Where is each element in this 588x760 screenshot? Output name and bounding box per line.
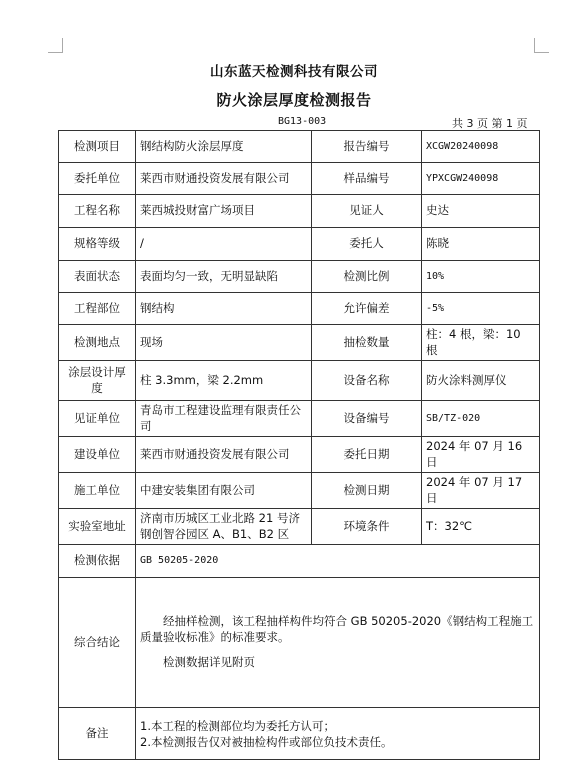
value-test-location: 现场 [136, 325, 312, 361]
table-row [59, 509, 540, 545]
value-test-date: 2024 年 07 月 17 日 [422, 473, 540, 509]
label-test-date: 检测日期 [312, 473, 422, 509]
table-row [59, 578, 540, 708]
value-surface-state: 表面均匀一致，无明显缺陷 [136, 261, 312, 293]
table-row [59, 361, 540, 401]
label-test-location: 检测地点 [59, 325, 136, 361]
corner-mark-right [534, 38, 549, 53]
table-row [59, 437, 540, 473]
value-project-part: 钢结构 [136, 293, 312, 325]
label-project-name: 工程名称 [59, 195, 136, 228]
page-info: 共 3 页 第 1 页 [452, 117, 528, 130]
value-witness: 史达 [422, 195, 540, 228]
table-row [59, 325, 540, 361]
label-construction-owner: 建设单位 [59, 437, 136, 473]
label-test-item: 检测项目 [59, 131, 136, 163]
label-environment: 环境条件 [312, 509, 422, 545]
table-row [59, 195, 540, 228]
corner-mark-left [48, 38, 63, 53]
label-test-ratio: 检测比例 [312, 261, 422, 293]
value-project-name: 莱西城投财富广场项目 [136, 195, 312, 228]
value-witness-unit: 青岛市工程建设监理有限责任公司 [136, 401, 312, 437]
value-tolerance: -5% [422, 293, 540, 325]
table-row [59, 228, 540, 261]
value-equipment-name: 防火涂料测厚仪 [422, 361, 540, 401]
value-test-basis: GB 50205-2020 [136, 545, 540, 578]
conclusion-note: 检测数据详见附页 [163, 655, 255, 670]
label-conclusion: 综合结论 [59, 578, 136, 708]
value-sample-count: 柱：4 根，梁：10 根 [422, 325, 540, 361]
label-sample-no: 样品编号 [312, 163, 422, 195]
label-sample-count: 抽检数量 [312, 325, 422, 361]
remark-2: 2.本检测报告仅对被抽检构件或部位负技术责任。 [140, 734, 393, 749]
report-table [58, 130, 540, 760]
value-environment: T：32℃ [422, 509, 540, 545]
label-project-part: 工程部位 [59, 293, 136, 325]
value-sample-no: YPXCGW240098 [422, 163, 540, 195]
label-spec-grade: 规格等级 [59, 228, 136, 261]
label-equipment-name: 设备名称 [312, 361, 422, 401]
value-equipment-no: SB/TZ-020 [422, 401, 540, 437]
table-row [59, 261, 540, 293]
label-surface-state: 表面状态 [59, 261, 136, 293]
value-client: 莱西市财通投资发展有限公司 [136, 163, 312, 195]
table-row [59, 131, 540, 163]
label-witness-unit: 见证单位 [59, 401, 136, 437]
value-design-thickness: 柱 3.3mm，梁 2.2mm [136, 361, 312, 401]
label-design-thickness: 涂层设计厚度 [59, 361, 136, 401]
table-row [59, 545, 540, 578]
value-entrustor: 陈晓 [422, 228, 540, 261]
label-equipment-no: 设备编号 [312, 401, 422, 437]
value-report-no: XCGW20240098 [422, 131, 540, 163]
label-witness: 见证人 [312, 195, 422, 228]
value-construction-owner: 莱西市财通投资发展有限公司 [136, 437, 312, 473]
value-test-item: 钢结构防火涂层厚度 [136, 131, 312, 163]
value-spec-grade: / [136, 228, 312, 261]
label-test-basis: 检测依据 [59, 545, 136, 578]
value-test-ratio: 10% [422, 261, 540, 293]
label-remarks: 备注 [59, 708, 136, 760]
label-entrust-date: 委托日期 [312, 437, 422, 473]
label-tolerance: 允许偏差 [312, 293, 422, 325]
conclusion-cell [136, 578, 540, 708]
table-row [59, 473, 540, 509]
label-lab-address: 实验室地址 [59, 509, 136, 545]
company-name: 山东蓝天检测科技有限公司 [210, 64, 378, 80]
report-title: 防火涂层厚度检测报告 [216, 91, 372, 109]
value-entrust-date: 2024 年 07 月 16 日 [422, 437, 540, 473]
remark-1: 1.本工程的检测部位均为委托方认可； [140, 718, 335, 733]
conclusion-text: 经抽样检测，该工程抽样构件均符合 GB 50205-2020《钢结构工程施工质量验收标准》的标准要求。 [140, 614, 534, 644]
table-row [59, 401, 540, 437]
label-contractor: 施工单位 [59, 473, 136, 509]
label-entrustor: 委托人 [312, 228, 422, 261]
table-row [59, 293, 540, 325]
document-code: BG13-003 [278, 116, 327, 127]
value-lab-address: 济南市历城区工业北路 21 号济钢创智谷园区 A、B1、B2 区 [136, 509, 312, 545]
label-client: 委托单位 [59, 163, 136, 195]
table-row [59, 163, 540, 195]
label-report-no: 报告编号 [312, 131, 422, 163]
value-contractor: 中建安装集团有限公司 [136, 473, 312, 509]
